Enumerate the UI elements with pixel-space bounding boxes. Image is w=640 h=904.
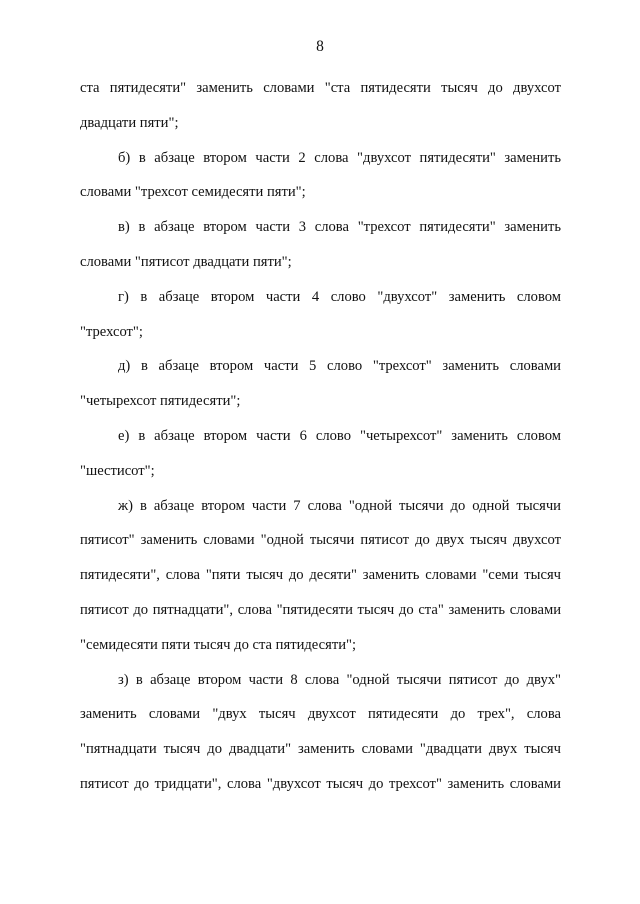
text-line: словами "трехсот семидесяти пяти"; <box>80 184 306 201</box>
text-line: ста пятидесяти" заменить словами "ста пятидесяти тысяч до двухсот <box>80 80 561 96</box>
text-line: в) в абзаце втором части 3 слова "трехсот пятидесяти" заменить <box>118 219 561 236</box>
text-line: г) в абзаце втором части 4 слово "двухсот" заменить словом <box>118 288 561 305</box>
text-line: двадцати пяти"; <box>80 114 179 131</box>
text-line: пятидесяти", слова "пяти тысяч до десяти" заменить словами "семи тысяч <box>80 567 561 584</box>
document-body <box>80 75 561 806</box>
text-line: "трехсот"; <box>80 323 143 340</box>
text-line: заменить словами "двух тысяч двухсот пятидесяти до трех", слова <box>80 706 561 723</box>
text-line: д) в абзаце втором части 5 слово "трехсот" заменить словами <box>118 358 561 375</box>
text-line: пятисот до тридцати", слова "двухсот тысяч до трехсот" заменить словами <box>80 775 561 792</box>
text-line: б) в абзаце втором части 2 слова "двухсот пятидесяти" заменить <box>118 149 561 166</box>
text-line: пятисот" заменить словами "одной тысячи пятисот до двух тысяч двухсот <box>80 532 561 549</box>
text-line: е) в абзаце втором части 6 слово "четырехсот" заменить словом <box>118 427 561 444</box>
text-line: словами "пятисот двадцати пяти"; <box>80 253 292 270</box>
text-line: "семидесяти пяти тысяч до ста пятидесяти"; <box>80 636 357 653</box>
page-number: 8 <box>316 38 324 55</box>
text-line: ж) в абзаце втором части 7 слова "одной тысячи до одной тысячи <box>118 497 561 514</box>
text-line: "шестисот"; <box>80 462 155 479</box>
text-line: "четырехсот пятидесяти"; <box>80 393 241 410</box>
text-line: з) в абзаце втором части 8 слова "одной тысячи пятисот до двух" <box>118 671 561 688</box>
text-line: "пятнадцати тысяч до двадцати" заменить словами "двадцати двух тысяч <box>80 741 561 758</box>
text-line: пятисот до пятнадцати", слова "пятидесяти тысяч до ста" заменить словами <box>80 601 561 618</box>
